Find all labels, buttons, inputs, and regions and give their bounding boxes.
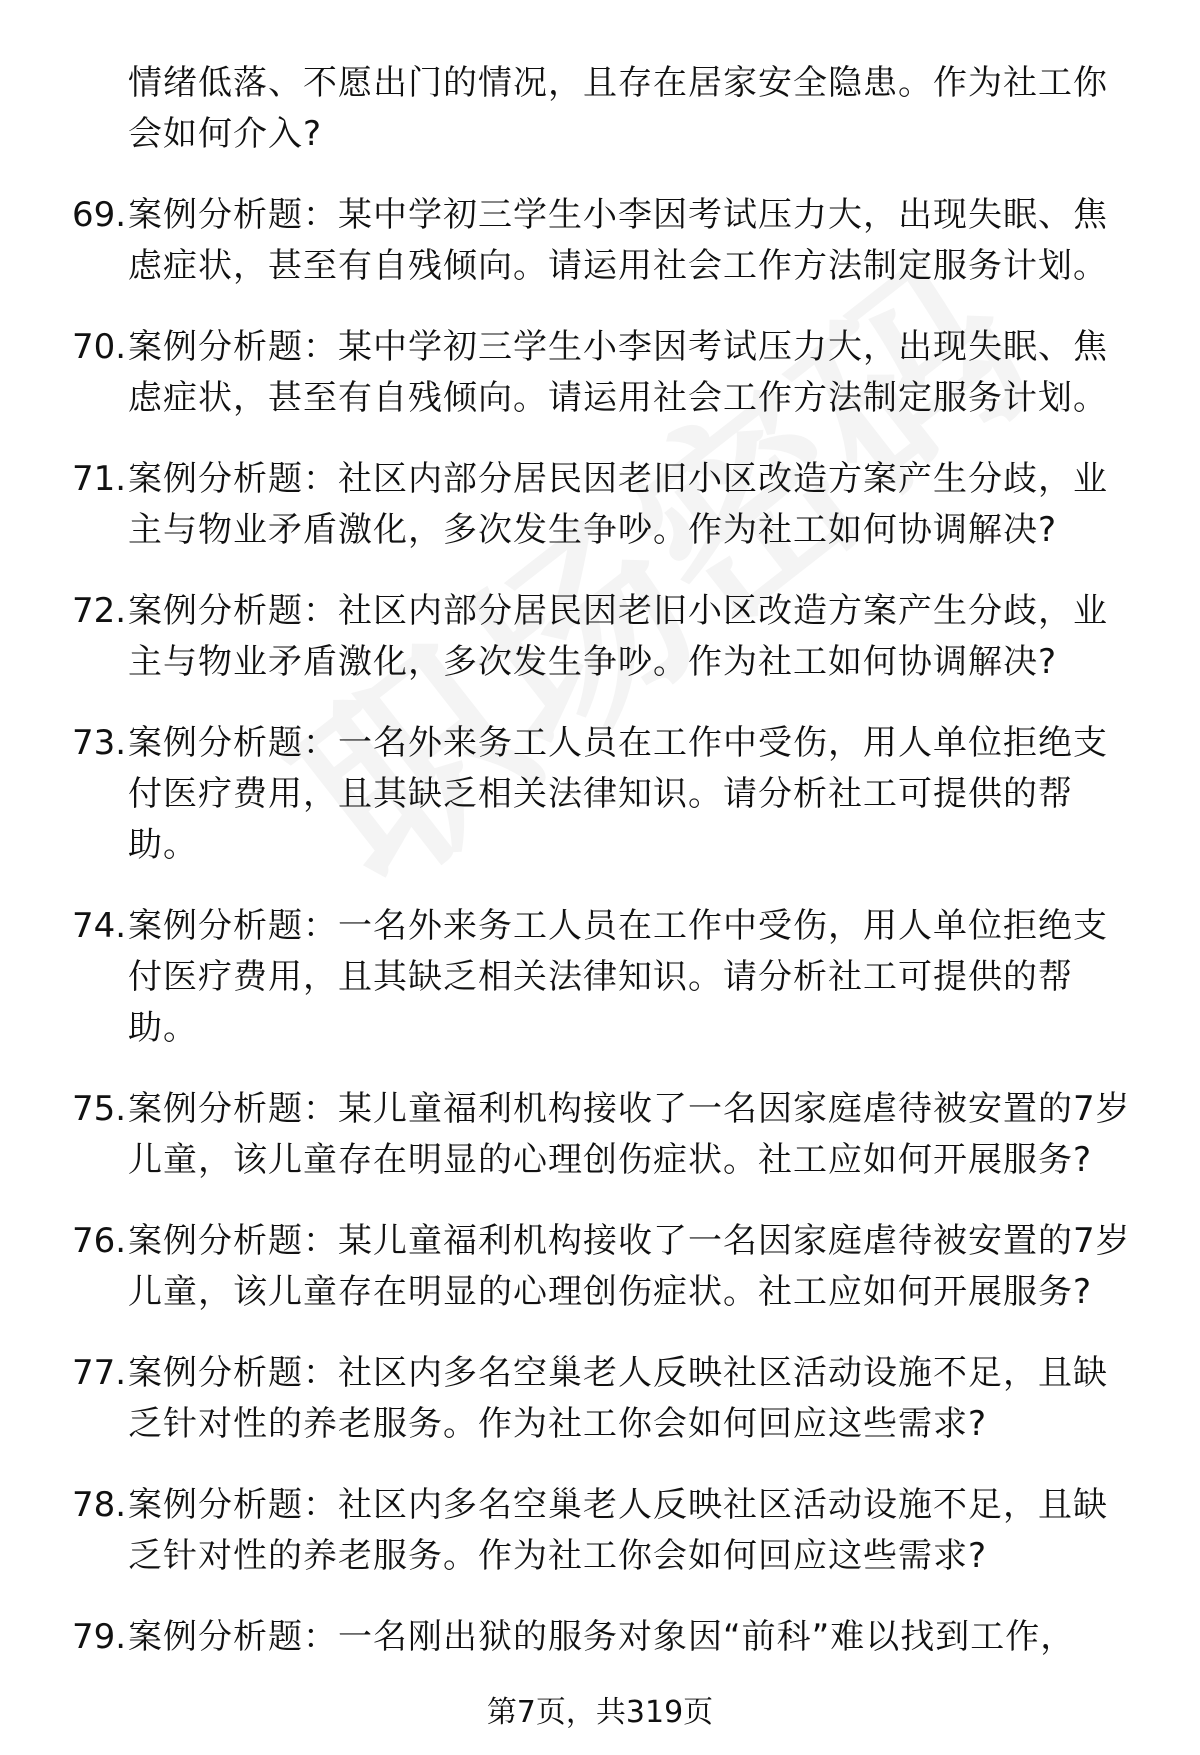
text-line: 案例分析题：社区内部分居民因老旧小区改造方案产生分歧，业	[128, 591, 1108, 631]
question-number	[0, 1612, 128, 1663]
text-line: 案例分析题：一名刚出狱的服务对象因“前科”难以找到工作，	[128, 1617, 1076, 1657]
text-line: 虑症状，甚至有自残倾向。请运用社会工作方法制定服务计划。	[128, 378, 1108, 418]
question-item	[0, 586, 1200, 688]
question-text	[128, 1480, 1148, 1582]
question-text	[128, 190, 1148, 292]
text-line: 案例分析题：一名外来务工人员在工作中受伤，用人单位拒绝支	[128, 906, 1108, 946]
question-text	[128, 1348, 1148, 1450]
question-number	[0, 586, 128, 637]
question-item	[0, 1084, 1200, 1186]
question-text	[128, 901, 1148, 1054]
text-line: 案例分析题：某中学初三学生小李因考试压力大，出现失眠、焦	[128, 195, 1108, 235]
question-list	[0, 190, 1200, 1693]
question-number	[0, 1480, 128, 1531]
text-line: 案例分析题：社区内多名空巢老人反映社区活动设施不足，且缺	[128, 1485, 1108, 1525]
question-number-label: 73.	[72, 723, 127, 763]
text-line: 助。	[128, 1008, 198, 1048]
text-line: 儿童，该儿童存在明显的心理创伤症状。社工应如何开展服务?	[128, 1272, 1093, 1312]
question-number	[0, 190, 128, 241]
question-text	[128, 454, 1148, 556]
text-line: 主与物业矛盾激化，多次发生争吵。作为社工如何协调解决?	[128, 510, 1058, 550]
question-item	[0, 1612, 1200, 1663]
text-line: 虑症状，甚至有自残倾向。请运用社会工作方法制定服务计划。	[128, 246, 1108, 286]
question-item	[0, 718, 1200, 871]
question-item	[0, 190, 1200, 292]
question-number-label: 76.	[72, 1221, 127, 1261]
question-item	[0, 454, 1200, 556]
continued-question-text	[128, 58, 1148, 160]
question-number	[0, 1216, 128, 1267]
text-line: 助。	[128, 825, 198, 865]
question-number-label: 69.	[72, 195, 127, 235]
question-number-label: 70.	[72, 327, 127, 367]
question-number-label: 79.	[72, 1617, 127, 1657]
question-text	[128, 586, 1148, 688]
text-line: 案例分析题：某中学初三学生小李因考试压力大，出现失眠、焦	[128, 327, 1108, 367]
question-number-label: 78.	[72, 1485, 127, 1525]
question-text	[128, 1612, 1148, 1663]
question-number-label: 72.	[72, 591, 127, 631]
question-number-label: 77.	[72, 1353, 127, 1393]
text-line: 案例分析题：一名外来务工人员在工作中受伤，用人单位拒绝支	[128, 723, 1108, 763]
question-item	[0, 1480, 1200, 1582]
text-line: 会如何介入?	[128, 114, 323, 154]
question-number-label: 74.	[72, 906, 127, 946]
question-text	[128, 718, 1148, 871]
text-line: 乏针对性的养老服务。作为社工你会如何回应这些需求?	[128, 1404, 988, 1444]
question-number-label: 71.	[72, 459, 127, 499]
question-item	[0, 322, 1200, 424]
question-text	[128, 1084, 1148, 1186]
question-number	[0, 1348, 128, 1399]
text-line: 案例分析题：某儿童福利机构接收了一名因家庭虐待被安置的7岁	[128, 1221, 1131, 1261]
question-number	[0, 718, 128, 769]
text-line: 儿童，该儿童存在明显的心理创伤症状。社工应如何开展服务?	[128, 1140, 1093, 1180]
question-item	[0, 901, 1200, 1054]
question-text	[128, 322, 1148, 424]
text-line: 付医疗费用，且其缺乏相关法律知识。请分析社工可提供的帮	[128, 957, 1073, 997]
question-text	[128, 1216, 1148, 1318]
question-number-label: 75.	[72, 1089, 127, 1129]
text-line: 案例分析题：社区内多名空巢老人反映社区活动设施不足，且缺	[128, 1353, 1108, 1393]
page-footer: 第7页，共319页	[486, 1695, 714, 1730]
question-number	[0, 454, 128, 505]
text-line: 案例分析题：某儿童福利机构接收了一名因家庭虐待被安置的7岁	[128, 1089, 1131, 1129]
text-line: 乏针对性的养老服务。作为社工你会如何回应这些需求?	[128, 1536, 988, 1576]
question-item	[0, 1348, 1200, 1450]
question-number	[0, 322, 128, 373]
question-item	[0, 1216, 1200, 1318]
question-number	[0, 901, 128, 952]
text-line: 主与物业矛盾激化，多次发生争吵。作为社工如何协调解决?	[128, 642, 1058, 682]
text-line: 付医疗费用，且其缺乏相关法律知识。请分析社工可提供的帮	[128, 774, 1073, 814]
text-line: 情绪低落、不愿出门的情况，且存在居家安全隐患。作为社工你	[128, 63, 1108, 103]
question-number	[0, 1084, 128, 1135]
text-line: 案例分析题：社区内部分居民因老旧小区改造方案产生分歧，业	[128, 459, 1108, 499]
